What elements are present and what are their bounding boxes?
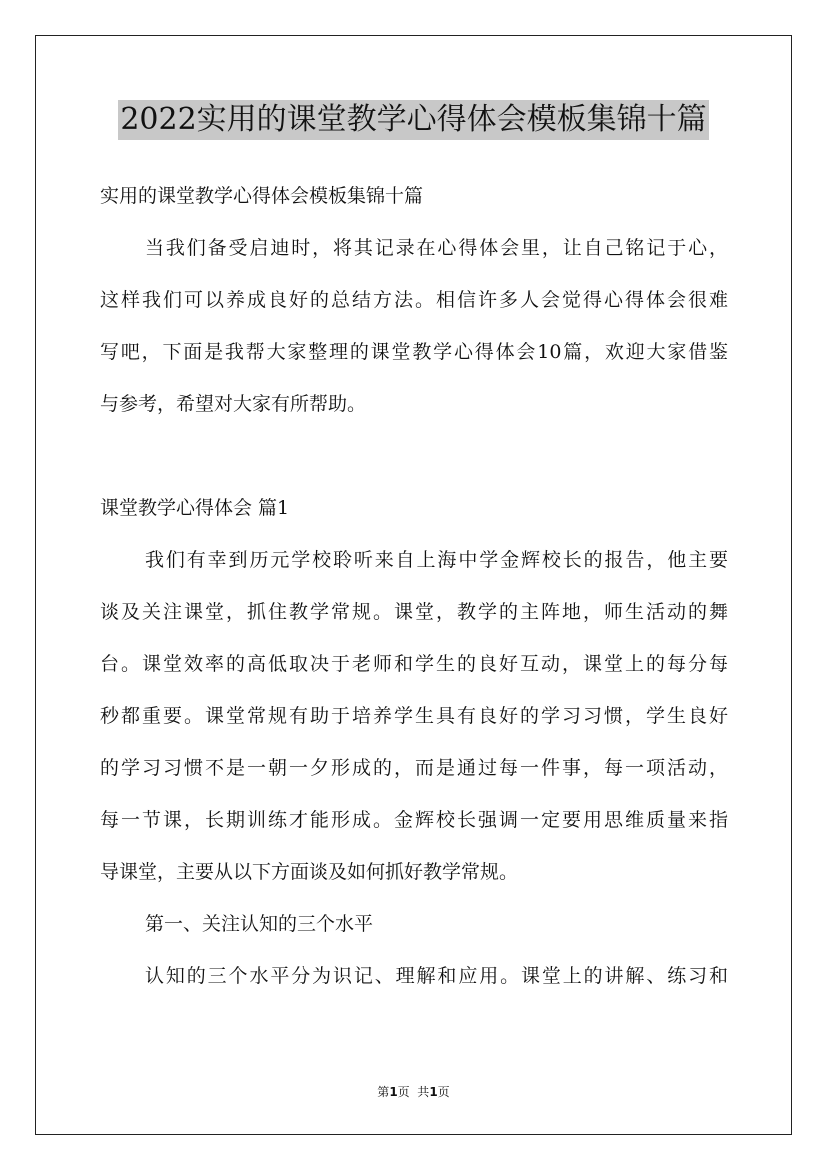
paragraph-line[interactable]: 台。课堂效率的高低取决于老师和学生的良好互动，课堂上的每分每 [100, 653, 728, 675]
paragraph-line[interactable]: 我们有幸到历元学校聆听来自上海中学金辉校长的报告，他主要 [145, 549, 728, 571]
title-container [0, 100, 827, 140]
paragraph-line[interactable]: 谈及关注课堂，抓住教学常规。课堂，教学的主阵地，师生活动的舞 [100, 601, 728, 623]
paragraph-line[interactable]: 秒都重要。课堂常规有助于培养学生具有良好的学习习惯，学生良好 [100, 705, 728, 727]
footer-page-mid: 页 共 [397, 1085, 430, 1099]
footer-page-prefix: 第 [377, 1085, 390, 1099]
paragraph-line[interactable]: 写吧，下面是我帮大家整理的课堂教学心得体会10篇，欢迎大家借鉴 [100, 341, 728, 363]
paragraph-line[interactable]: 每一节课，长期训练才能形成。金辉校长强调一定要用思维质量来指 [100, 809, 728, 831]
document-body [100, 170, 728, 1002]
paragraph-line[interactable]: 的学习习惯不是一朝一夕形成的，而是通过每一件事，每一项活动， [100, 757, 728, 779]
paragraph-line[interactable]: 当我们备受启迪时，将其记录在心得体会里，让自己铭记于心， [145, 237, 728, 259]
blank-line [100, 430, 728, 482]
paragraph-line[interactable]: 认知的三个水平分为识记、理解和应用。课堂上的讲解、练习和 [145, 965, 728, 987]
section-heading[interactable]: 课堂教学心得体会 篇1 [100, 497, 290, 519]
page-footer [0, 1083, 827, 1101]
paragraph-line[interactable]: 与参考，希望对大家有所帮助。 [100, 393, 367, 415]
footer-page-suffix: 页 [437, 1085, 450, 1099]
footer-page-total: 1 [429, 1085, 438, 1099]
document-title[interactable]: 2022实用的课堂教学心得体会模板集锦十篇 [118, 100, 708, 140]
document-subtitle[interactable]: 实用的课堂教学心得体会模板集锦十篇 [100, 185, 424, 207]
footer-page-number: 1 [389, 1085, 398, 1099]
paragraph-line[interactable]: 这样我们可以养成良好的总结方法。相信许多人会觉得心得体会很难 [100, 289, 728, 311]
paragraph-line[interactable]: 导课堂，主要从以下方面谈及如何抓好教学常规。 [100, 861, 519, 883]
point-heading[interactable]: 第一、关注认知的三个水平 [145, 913, 374, 935]
